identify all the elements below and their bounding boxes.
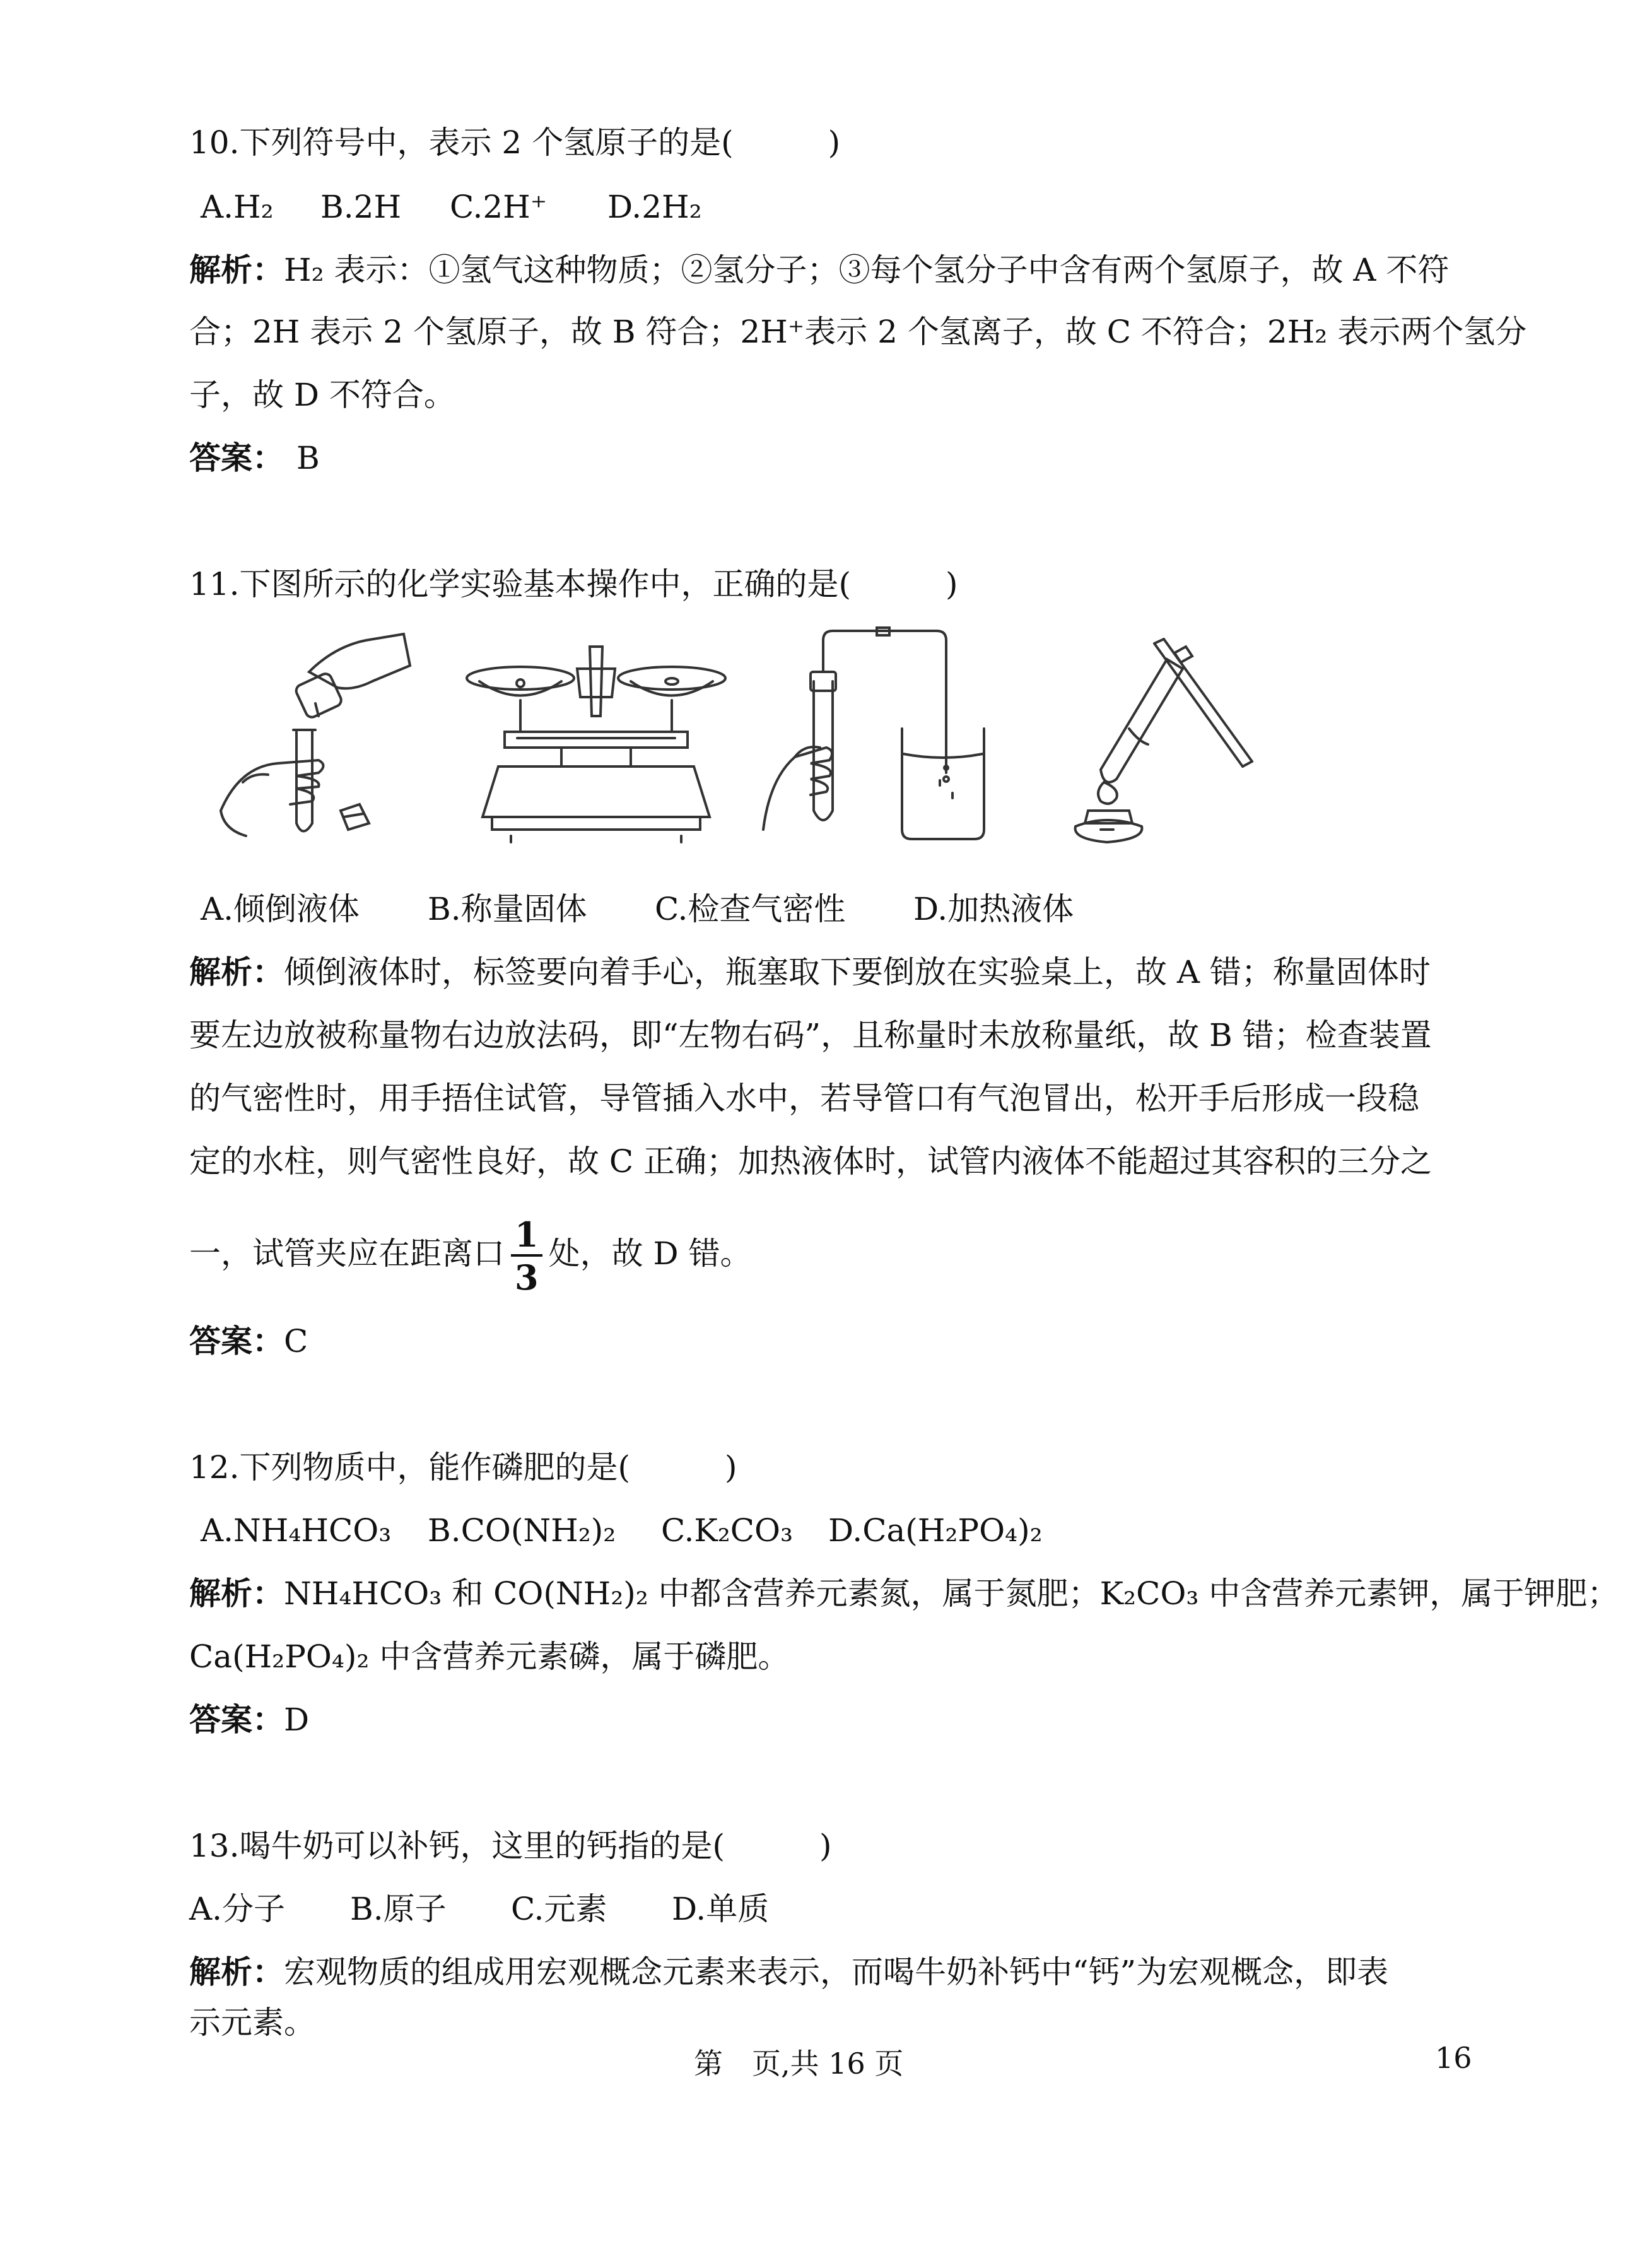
q10-option-c: C.2H⁺ (450, 189, 548, 225)
q10-analysis-text-1: H₂ 表示：①氢气这种物质；②氢分子；③每个氢分子中含有两个氢原子，故 A 不符 (284, 252, 1450, 288)
q12-option-b: B.CO(NH₂)₂ (428, 1512, 616, 1549)
q10-stem: 10.下列符号中，表示 2 个氢原子的是( ) (189, 124, 841, 161)
q12-option-d: D.Ca(H₂PO₄)₂ (828, 1512, 1043, 1549)
q10-analysis-line-3: 子，故 D 不符合。 (189, 377, 455, 413)
q11-option-d: D.加热液体 (913, 891, 1074, 927)
q13-analysis-label: 解析： (189, 1953, 284, 1990)
q11-analysis-line-3: 的气密性时，用手捂住试管，导管插入水中，若导管口有气泡冒出，松开手后形成一段稳 (189, 1080, 1419, 1117)
q10-option-b: B.2H (320, 189, 402, 225)
q12-analysis-text-1: NH₄HCO₃ 和 CO(NH₂)₂ 中都含营养元素氮，属于氮肥；K₂CO₃ 中含营养元素钾，属于钾肥； (284, 1575, 1619, 1612)
pouring-liquid-illustration (208, 621, 416, 855)
q10-answer-label: 答案： (189, 439, 284, 476)
q12-option-c: C.K₂CO₃ (661, 1512, 794, 1549)
q13-options (189, 1886, 1463, 1932)
page-number: 16 (1435, 2041, 1472, 2075)
balance-illustration (460, 621, 732, 855)
q10-analysis-line-2: 合；2H 表示 2 个氢原子，故 B 符合；2H⁺表示 2 个氢离子，故 C 不符合；2H₂ 表示两个氢分 (189, 314, 1527, 350)
q11-analysis-line-1 (189, 949, 1463, 995)
q12-analysis-label: 解析： (189, 1575, 284, 1612)
q12-answer-label: 答案： (189, 1701, 284, 1738)
q11-answer (189, 1318, 1463, 1364)
q11-option-b: B.称量固体 (428, 891, 587, 927)
q11-option-c: C.检查气密性 (655, 891, 846, 927)
q13-option-c: C.元素 (511, 1891, 607, 1927)
heating-liquid-illustration (1028, 621, 1280, 855)
q13-option-a: A.分子 (189, 1891, 286, 1927)
q10-options (201, 184, 1463, 230)
q11-analysis-line-2: 要左边放被称量物右边放法码，即“左物右码”，且称量时未放称量纸，故 B 错；检查装置 (189, 1017, 1432, 1054)
q11-analysis-line-4: 定的水柱，则气密性良好，故 C 正确；加热液体时，试管内液体不能超过其容积的三分之 (189, 1143, 1432, 1180)
q12-answer (189, 1697, 1463, 1742)
page-footer: 第 页,共 16 页 (694, 2047, 904, 2081)
fraction-denominator: 3 (515, 1257, 539, 1298)
q13-analysis-text-1: 宏观物质的组成用宏观概念元素来表示，而喝牛奶补钙中“钙”为宏观概念，即表 (284, 1954, 1389, 1990)
q13-option-b: B.原子 (350, 1891, 447, 1927)
q13-option-d: D.单质 (672, 1891, 770, 1927)
q10-analysis-line-1 (189, 247, 1463, 293)
q10-analysis-label: 解析： (189, 251, 284, 288)
q12-option-a: A.NH₄HCO₃ (201, 1512, 392, 1549)
q13-analysis-line-1 (189, 1949, 1463, 1995)
q11-analysis-tail: 处，故 D 错。 (548, 1235, 752, 1272)
q12-stem: 12.下列物质中，能作磷肥的是( ) (189, 1449, 737, 1486)
q13-analysis-line-2: 示元素。 (189, 2004, 315, 2041)
q10-option-d: D.2H₂ (607, 189, 702, 225)
q11-figures (208, 621, 1280, 855)
fraction-one-third (511, 1214, 542, 1298)
q13-stem: 13.喝牛奶可以补钙，这里的钙指的是( ) (189, 1828, 832, 1864)
q11-options (201, 886, 1463, 932)
q10-option-a: A.H₂ (201, 189, 274, 225)
q11-analysis-line-5 (189, 1214, 1463, 1298)
fraction-numerator: 1 (511, 1218, 542, 1257)
q12-answer-value: D (284, 1701, 310, 1738)
q12-options (201, 1508, 1463, 1553)
q11-analysis-text-1: 倾倒液体时，标签要向着手心，瓶塞取下要倒放在实验桌上，故 A 错；称量固体时 (284, 954, 1431, 990)
q10-answer-value: B (296, 440, 320, 476)
q11-stem: 11.下图所示的化学实验基本操作中，正确的是( ) (189, 566, 958, 602)
q12-analysis-line-2: Ca(H₂PO₄)₂ 中含营养元素磷，属于磷肥。 (189, 1638, 790, 1675)
q10-answer (189, 435, 1463, 481)
q11-answer-value: C (284, 1323, 308, 1360)
q11-analysis-label: 解析： (189, 953, 284, 990)
q11-analysis-text-5: 一，试管夹应在距离口 (189, 1235, 505, 1272)
q11-option-a: A.倾倒液体 (201, 891, 360, 927)
q12-analysis-line-1 (189, 1571, 1619, 1616)
airtightness-check-illustration (757, 621, 1009, 855)
q11-answer-label: 答案： (189, 1322, 284, 1360)
